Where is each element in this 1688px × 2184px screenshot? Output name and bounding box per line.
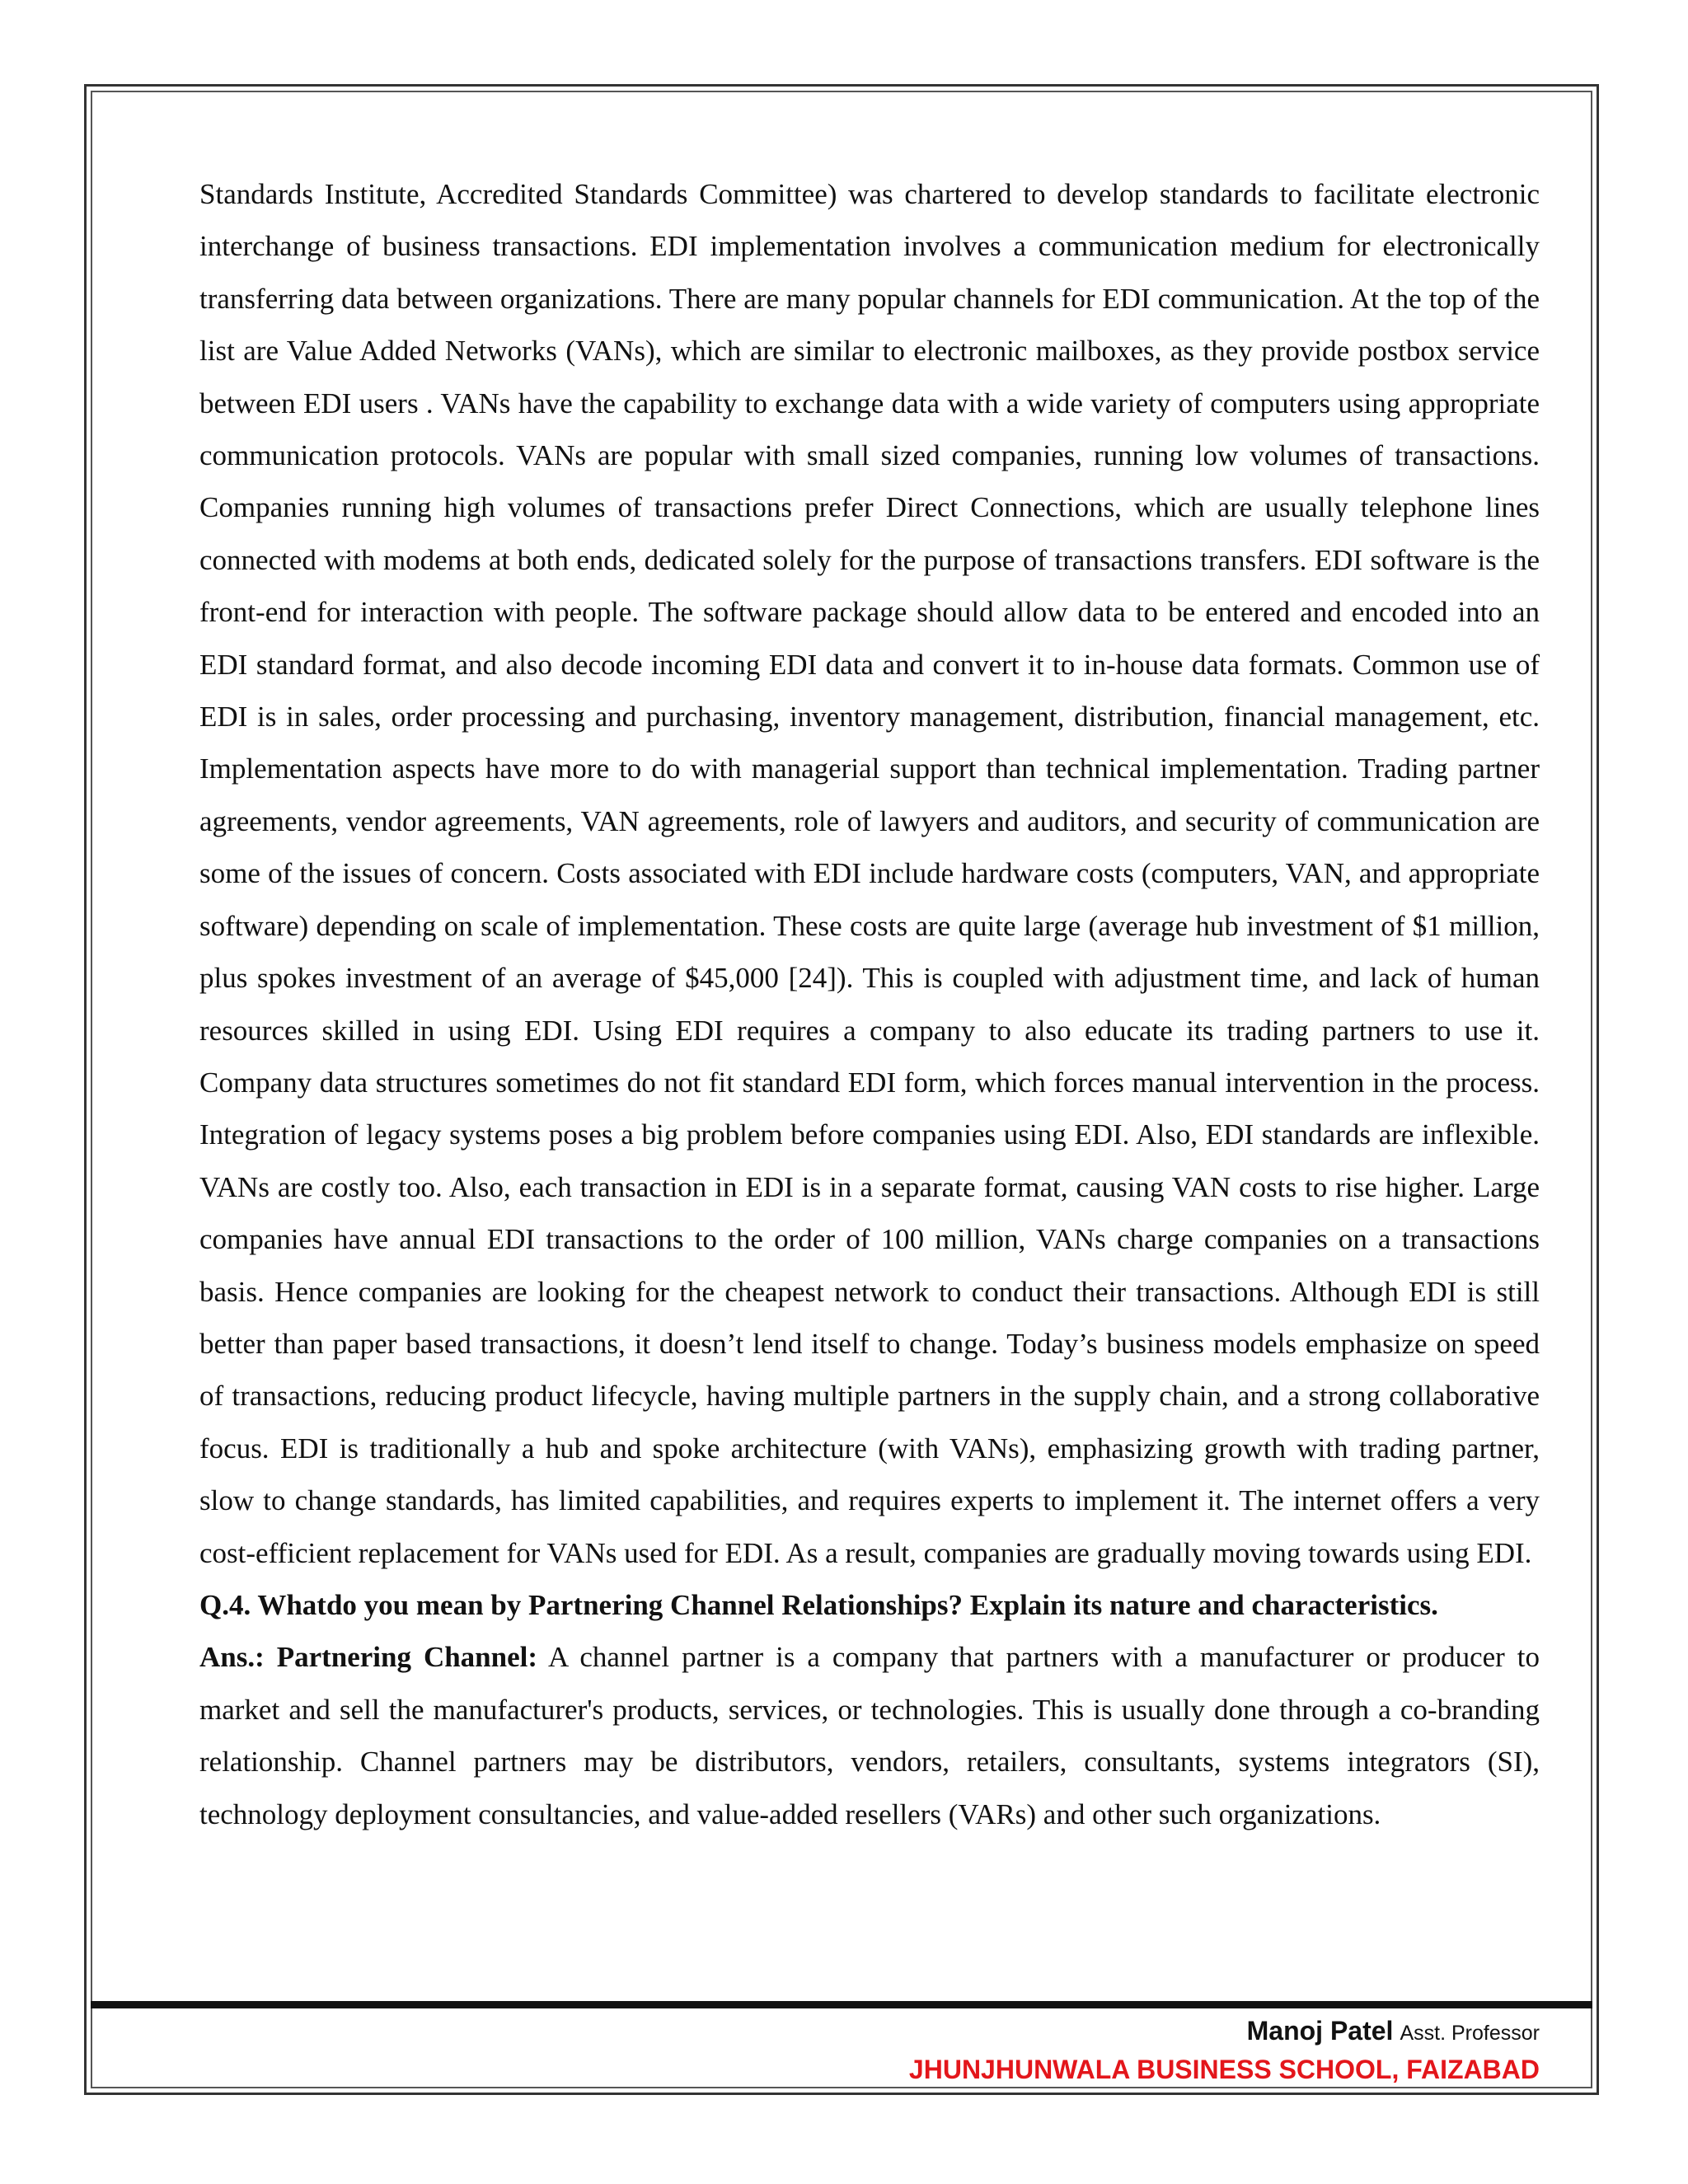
author-line — [909, 2013, 1540, 2051]
school-name: JHUNJHUNWALA BUSINESS SCHOOL, FAIZABAD — [908, 2055, 1540, 2084]
answer-paragraph — [199, 1631, 1540, 1840]
author-name: Manoj Patel — [1246, 2016, 1394, 2046]
question-heading: Q.4. Whatdo you mean by Partnering Channel Relationships? Explain its nature and characteristics. — [199, 1588, 1438, 1621]
footer-divider — [91, 2001, 1592, 2008]
body-paragraph: Standards Institute, Accredited Standards Committee) was chartered to develop standards to facilitate electronic interchange of business transactions. EDI implementation involves a communication medium for electronically transferring data between organizations. There are many popular channels for EDI communication. At the top of the list are Value Added Networks (VANs), which are similar to electronic mailboxes, as they provide postbox service between EDI users . VANs have the capability to exchange data with a wide variety of computers using appropriate communication protocols. VANs are popular with small sized companies, running low volumes of transactions. Companies running high volumes of transactions prefer Direct Connections, which are usually telephone lines connected with modems at both ends, dedicated solely for the purpose of transactions transfers. EDI software is the front-end for interaction with people. The software package should allow data to be entered and encoded into an EDI standard format, and also decode incoming EDI data and convert it to in-house data formats. Common use of EDI is in sales, order processing and purchasing, inventory management, distribution, financial management, etc. Implementation aspects have more to do with managerial support than technical implementation. Trading partner agreements, vendor agreements, VAN agreements, role of lawyers and auditors, and security of communication are some of the issues of concern. Costs associated with EDI include hardware costs (computers, VAN, and appropriate software) depending on scale of implementation. These costs are quite large (average hub investment of $1 million, plus spokes investment of an average of $45,000 [24]). This is coupled with adjustment time, and lack of human resources skilled in using EDI. Using EDI requires a company to also educate its trading partners to use it. Company data structures sometimes do not fit standard EDI form, which forces manual intervention in the process. Integration of legacy systems poses a big problem before companies using EDI. Also, EDI standards are inflexible. VANs are costly too. Also, each transaction in EDI is in a separate format, causing VAN costs to rise higher. Large companies have annual EDI transactions to the order of 100 million, VANs charge companies on a transactions basis. Hence companies are looking for the cheapest network to conduct their transactions. Although EDI is still better than paper based transactions, it doesn’t lend itself to change. Today’s business models emphasize on speed of transactions, reducing product lifecycle, having multiple partners in the supply chain, and a strong collaborative focus. EDI is traditionally a hub and spoke architecture (with VANs), emphasizing growth with trading partner, slow to change standards, has limited capabilities, and requires experts to implement it. The internet offers a very cost-efficient replacement for VANs used for EDI. As a result, companies are gradually moving towards using EDI. — [199, 178, 1540, 1569]
author-title: Asst. Professor — [1400, 2022, 1540, 2045]
answer-text: A channel partner is a company that partners with a manufacturer or producer to market and sell the manufacturer's products, services, or technologies. This is usually done through a co-branding relationship. Channel partners may be distributors, vendors, retailers, consultants, systems integrators (SI), technology deployment consultancies, and value-added resellers (VARs) and other such organizations. — [199, 1641, 1540, 1830]
page-content — [199, 168, 1540, 1840]
answer-label: Ans.: Partnering Channel: — [199, 1641, 538, 1674]
page-footer — [909, 2013, 1540, 2088]
